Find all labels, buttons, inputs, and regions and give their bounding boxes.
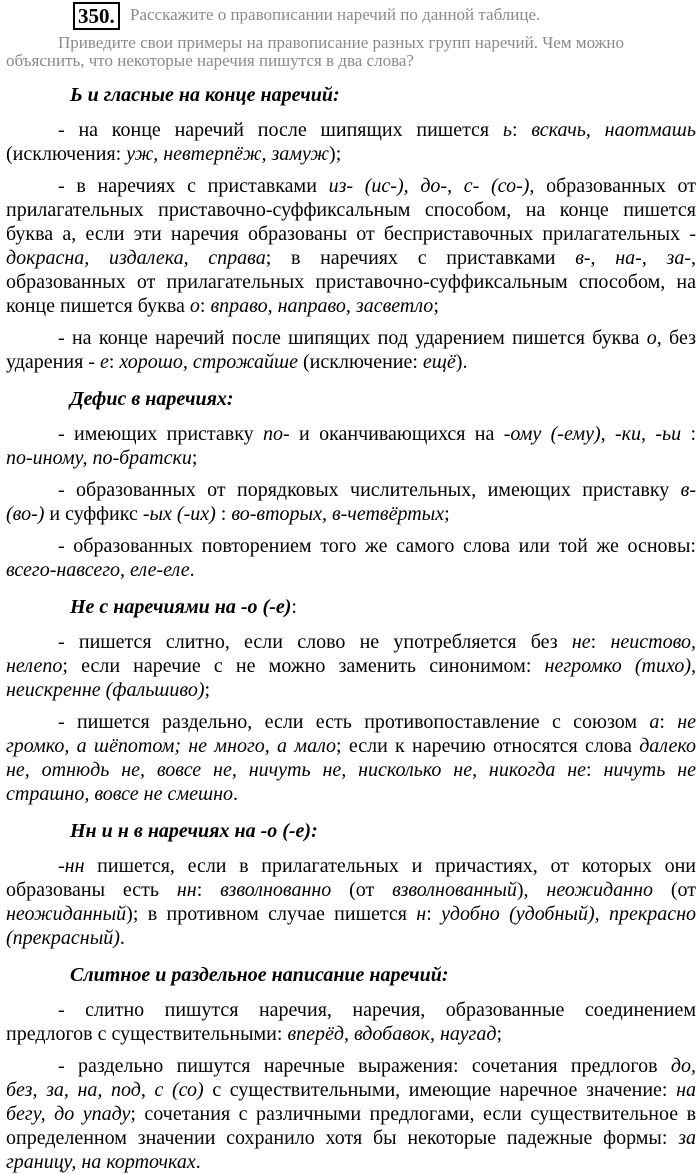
text-line [6,198,696,222]
rule-text: : [108,351,120,373]
text-line [6,534,696,558]
rule-text: ; если к наречию относятся слова [336,735,640,757]
text-line [70,964,449,986]
example-text: на [676,1079,697,1101]
text-line [70,820,318,842]
text-line [6,174,696,198]
exercise-header [6,0,696,34]
rule-text: предлогов с существительными: [6,1023,288,1045]
example-text: во-вторых, в-четвёртых [231,503,445,525]
rule-text: и суффикс [44,503,143,525]
rule-text: . [119,927,125,949]
text-line [6,246,696,270]
example-text: хорошо, строжайше [119,351,299,373]
rule-text: ; [204,679,211,701]
textbook-page [6,0,696,1174]
rule-text: , [691,247,697,269]
rule-text: , образованных от [529,175,696,197]
text-line [6,878,696,902]
example-text: неожиданный [6,903,127,925]
exercise-intro [6,34,696,70]
rule-text: - на конце наречий после шипящих пишется [58,119,503,141]
example-text: уж, невтерпёж, замуж [126,143,330,165]
text-line [6,710,696,734]
text-line [6,1102,696,1126]
rule-paragraph [6,854,696,950]
text-line [6,1150,696,1174]
text-line [6,1078,696,1102]
example-text: не [571,631,591,653]
text-line [6,270,696,294]
rule-text: : [196,879,221,901]
text-line [6,998,696,1022]
rules-table [6,80,696,1174]
example-text: о [189,295,200,317]
rule-paragraph [6,630,696,702]
rule-text: Слитное и раздельное написание наречий: [70,964,449,986]
example-text: вскачь, наотмашь [531,119,696,141]
rule-text: ). [455,351,468,373]
rule-text: ); в противном случае пишется [126,903,417,925]
rule-text: : [586,759,604,781]
example-text: на- [615,247,642,269]
rule-text: с существительными, имеющие наречное значение: [203,1079,677,1101]
rule-text: ударения - [6,351,100,373]
text-line [6,782,696,806]
intro-line: Приведите свои примеры на правописание разных групп наречий. Чем можно [58,33,625,52]
section-heading [6,384,696,414]
rule-text: , без [656,327,696,349]
example-text: неистово, [610,631,696,653]
example-text: с- (со-) [463,175,530,197]
rule-text: Не с наречиями на -о (-е) [70,596,292,618]
rule-text: (исключение: [298,351,423,373]
example-text: без, за, на, под, с (со) [6,1079,204,1101]
text-line [6,926,696,950]
rule-text: определенном значении сохранило хотя бы некоторые падежные формы: [6,1127,679,1149]
example-text: нелепо [6,655,63,677]
example-text: границу, на корточках [6,1151,196,1173]
rule-text: (исключения: [6,143,127,165]
example-text: -нн [58,855,85,877]
rule-text: , [641,247,667,269]
rule-text: ; в наречиях с приставками [265,247,576,269]
example-text: докрасна, издалека, справа [6,247,266,269]
text-line [6,118,696,142]
section-heading [6,816,696,846]
rule-text: ), [516,879,547,901]
rule-text: ; [191,447,198,469]
example-text: а [649,711,660,733]
rule-text: . [233,783,239,805]
example-text: всего-навсего, еле-еле [6,559,190,581]
text-line [6,222,696,246]
example-text: до, [670,1055,696,1077]
example-text: неожиданно [546,879,653,901]
rule-text: . [195,1151,201,1173]
example-text: в- [680,479,696,501]
example-text: (прекрасный) [6,927,120,949]
rule-text: - слитно пишутся наречия, наречия, образованные соединением [58,999,696,1021]
rule-paragraph [6,998,696,1046]
rule-text: : [590,631,611,653]
rule-text: . [189,559,195,581]
example-text: из- (ис-), до- [328,175,448,197]
rule-text: Ь и гласные на конце наречий: [70,84,340,106]
rule-text: , [590,247,616,269]
rule-text: ; сочетания с различными предлогами, если существительное в [130,1103,697,1125]
text-line [6,142,696,166]
section-heading [6,80,696,110]
exercise-title: Расскажите о правописании наречий по данной таблице. [130,5,541,24]
rule-paragraph [6,174,696,318]
rule-text: - в наречиях с приставками [58,175,329,197]
rule-text: : [659,711,678,733]
rule-text: буква а, если эти наречия образованы от бесприставочных прилагательных - [6,223,696,245]
example-text: бегу, до упаду [6,1103,131,1125]
example-text: о [646,327,657,349]
example-text: -ому (-ему), -ки, -ьи [503,423,682,445]
example-text: далеко [639,735,696,757]
text-line [6,326,696,350]
rule-text: - пишется слитно, если слово не употребляется без [58,631,572,653]
example-text: ничуть не [603,759,696,781]
rule-text: - образованных повторением того же самого слова или той же основы: [58,535,696,557]
text-line [6,1126,696,1150]
text-line [6,678,696,702]
example-text: удобно (удобный), прекрасно [441,903,696,925]
intro-line: объяснить, что некоторые наречия пишутся в два слова? [6,51,414,70]
text-line [6,854,696,878]
example-text: громко, а шёпотом; не много, а мало [6,735,337,757]
rule-text: : [681,423,697,445]
rule-text: конце пишется буква [6,295,190,317]
example-text: страшно, вовсе не смешно [6,783,234,805]
example-text: е [99,351,109,373]
text-line [70,388,234,410]
rule-text: Дефис в наречиях: [70,388,234,410]
text-line [6,294,696,318]
example-text: ещё [422,351,456,373]
rule-text: (от [653,879,696,901]
rule-paragraph [6,422,696,470]
rule-paragraph [6,710,696,806]
example-text: ь [502,119,513,141]
text-line [6,446,696,470]
text-line [6,478,696,502]
rule-text: и оканчивающихся на [289,423,504,445]
example-text: (во-) [6,503,45,525]
rule-text: - имеющих приставку [58,423,264,445]
text-line [6,630,696,654]
rule-text: (от [331,879,393,901]
section-heading [6,960,696,990]
rule-text: ; [444,503,450,525]
rule-text: - образованных от порядковых числительных, имеющих приставку [58,479,681,501]
rule-text: пишется, если в прилагательных и причастиях, от которых они [84,855,696,877]
text-line [6,558,696,582]
example-text: взволнованный [392,879,517,901]
rule-paragraph [6,534,696,582]
rule-text: образованных от прилагательных приставочно-суффиксальным способом, на [6,271,696,293]
text-line [6,422,696,446]
rule-paragraph [6,1054,696,1174]
text-line [6,502,696,526]
rule-paragraph [6,326,696,374]
text-line [6,902,696,926]
example-text: взволнованно [220,879,332,901]
text-line [6,758,696,782]
example-text: не, отнюдь не, вовсе не, ничуть не, нисколько не, никогда не [6,759,587,781]
example-text: не [677,711,696,733]
text-line [70,84,340,106]
rule-text: ); [329,143,342,165]
rule-text: ; если наречие с не можно заменить синонимом: [62,655,545,677]
rule-text: : [426,903,442,925]
rule-text: : [512,119,532,141]
text-line [6,1054,696,1078]
rule-text: - на конце наречий после шипящих под ударением пишется буква [58,327,647,349]
example-text: неискренне (фальшиво) [6,679,205,701]
rule-text: , [447,175,464,197]
rule-text: : [199,295,211,317]
rule-text: : [215,503,232,525]
example-text: за [678,1127,696,1149]
rule-paragraph [6,478,696,526]
rule-text: образованы есть [6,879,177,901]
example-text: вправо, направо, засветло [210,295,434,317]
example-text: -ых (-их) [142,503,216,525]
example-text: н [416,903,427,925]
text-line [6,734,696,758]
rule-text: - пишется раздельно, если есть противопоставление с союзом [58,711,650,733]
section-heading [6,592,696,622]
example-text: по-иному, по-братски [6,447,192,469]
example-text: нн [176,879,197,901]
text-line [6,350,696,374]
rule-text: прилагательных приставочно-суффиксальным способом, на конце пишется [6,199,696,221]
example-text: вперёд, вдобавок, наугад [287,1023,497,1045]
example-text: за- [666,247,692,269]
example-text: по- [263,423,290,445]
rule-text: Нн и н в наречиях на -о (-е): [70,820,318,842]
rule-text: ; [433,295,439,317]
text-line [70,596,297,618]
text-line [6,1022,696,1046]
text-line [6,654,696,678]
example-text: негромко (тихо), [544,655,696,677]
exercise-number: 350. [73,2,120,30]
rule-text: - раздельно пишутся наречные выражения: сочетания предлогов [58,1055,671,1077]
example-text: в- [575,247,591,269]
rule-paragraph [6,118,696,166]
rule-text: ; [496,1023,502,1045]
rule-text: : [291,596,297,618]
